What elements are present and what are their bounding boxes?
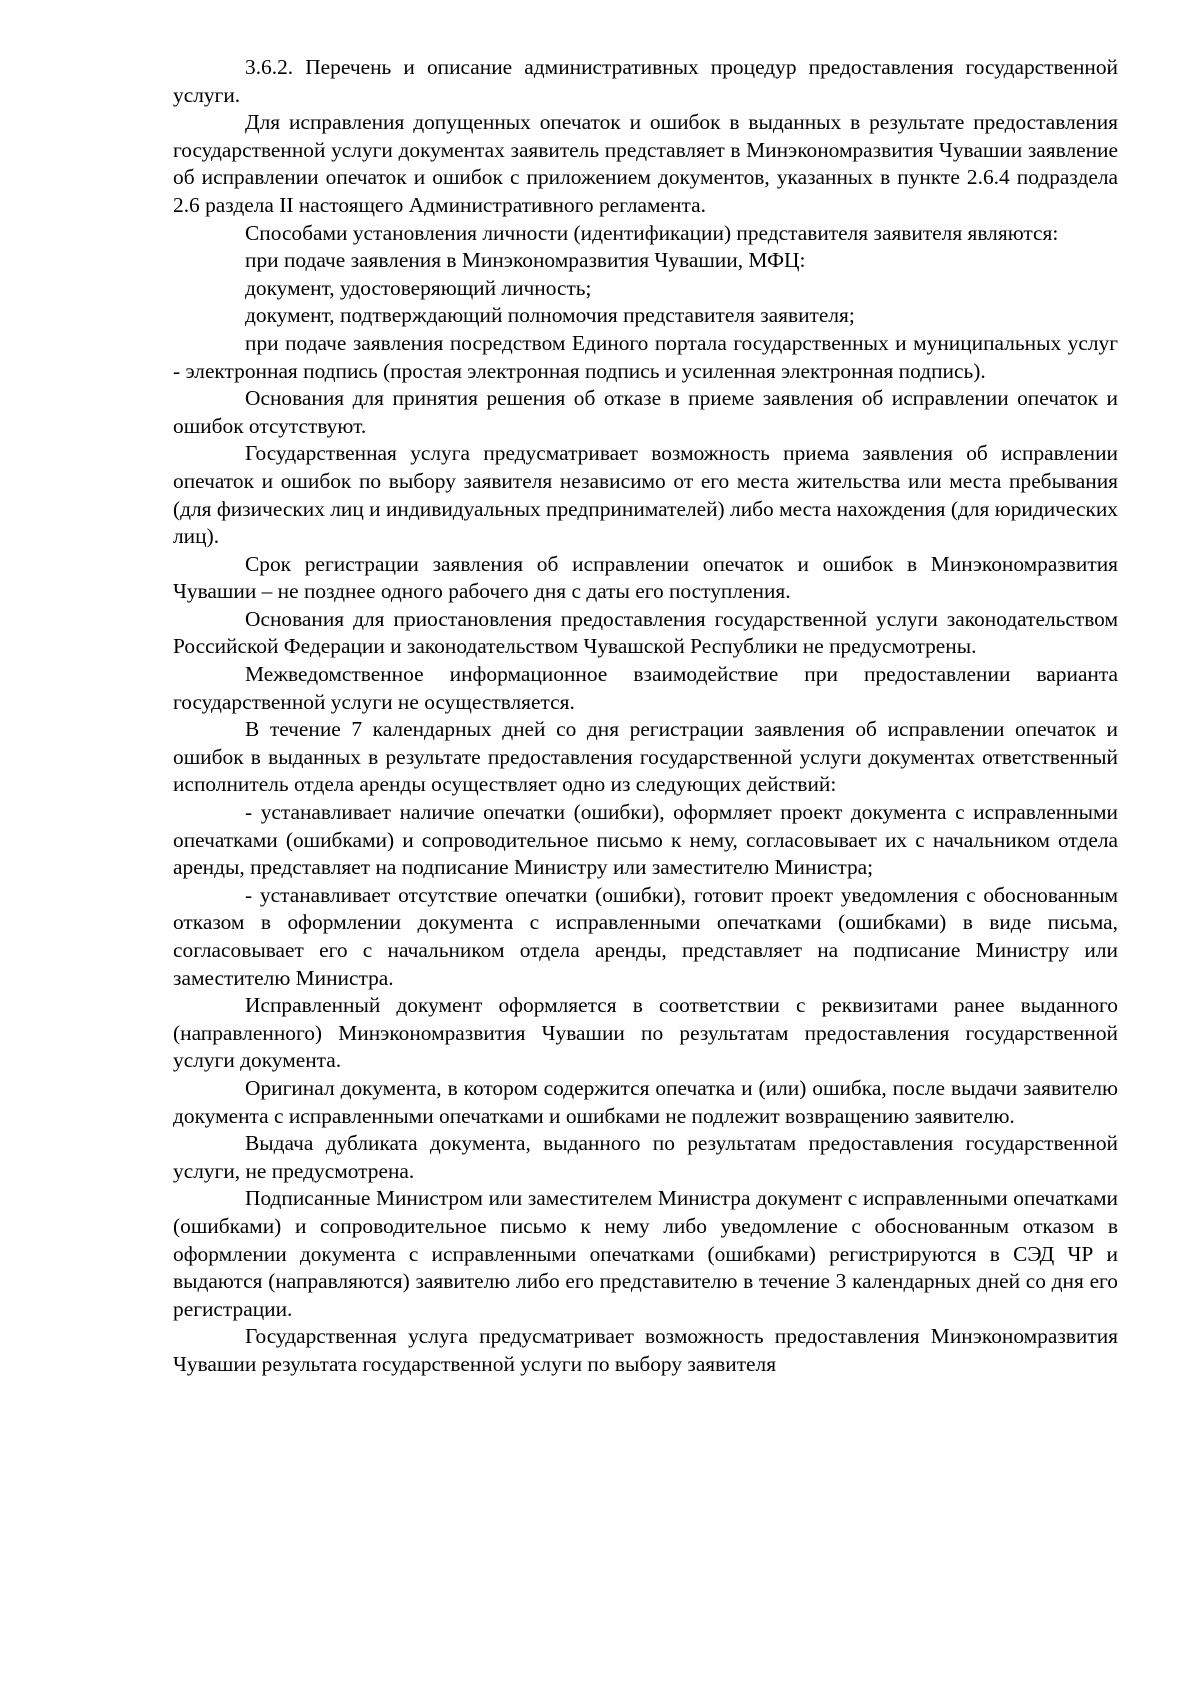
paragraph-suspension-grounds: Основания для приостановления предоставления государственной услуги законодательством Российской Федерации и законодательством Чувашской Республики не предусмотрены. (173, 606, 1118, 659)
paragraph-original-document: Оригинал документа, в котором содержится опечатка и (или) ошибка, после выдачи заявителю документа с исправленными опечатками и ошибками не подлежит возвращению заявителю. (173, 1075, 1118, 1128)
paragraph-result-choice: Государственная услуга предусматривает возможность предоставления Минэкономразвития Чувашии результата государственной услуги по выбору заявителя (173, 1324, 1118, 1376)
paragraph-authority-document: документ, подтверждающий полномочия представителя заявителя; (245, 303, 855, 328)
paragraph-interagency: Межведомственное информационное взаимодействие при предоставлении варианта государственной услуги не осуществляется. (173, 662, 1118, 714)
list-item-error-found: - устанавливает наличие опечатки (ошибки), оформляет проект документа с исправленными опечатками (ошибками) и сопроводительное письмо к нему, согласовывает их с начальником отдела аренды, представляет на подписание Министру или заместителю Министра; (173, 800, 1118, 880)
paragraph-signed-documents: Подписанные Министром или заместителем Министра документ с исправленными опечатками (ошибками) и сопроводительное письмо к нему либо уведомление с обоснованным отказом в оформлении документа с исправленными опечатками (ошибками) регистрируются в СЭД ЧР и выдаются (направляются) заявителю либо его представителю в течение 3 календарных дней со дня его регистрации. (173, 1186, 1118, 1321)
paragraph-duplicate: Выдача дубликата документа, выданного по результатам предоставления государственной услуги, не предусмотрена. (173, 1131, 1118, 1183)
section-heading: 3.6.2. Перечень и описание административных процедур предоставления государственной услуги. (173, 55, 1118, 107)
paragraph-correction-request: Для исправления допущенных опечаток и ошибок в выданных в результате предоставления государственной услуги документах заявитель представляет в Минэкономразвития Чувашии заявление об исправлении опечаток и ошибок с приложением документов, указанных в пункте 2.6.4 подраздела 2.6 раздела II настоящего Административного регламента. (173, 110, 1118, 217)
paragraph-portal-submission: при подаче заявления посредством Единого портала государственных и муниципальных услуг - электронная подпись (простая электронная подпись и усиленная электронная подпись). (173, 330, 1118, 383)
paragraph-corrected-document: Исправленный документ оформляется в соответствии с реквизитами ранее выданного (направленного) Минэкономразвития Чувашии по результатам предоставления государственной услуги документа. (173, 993, 1118, 1073)
paragraph-in-person-submission: при подаче заявления в Минэкономразвития Чувашии, МФЦ: (245, 248, 806, 273)
document-body (173, 54, 1118, 1379)
paragraph-registration-term: Срок регистрации заявления об исправлении опечаток и ошибок в Минэкономразвития Чувашии – не позднее одного рабочего дня с даты его поступления. (173, 551, 1118, 604)
paragraph-processing-term: В течение 7 календарных дней со дня регистрации заявления об исправлении опечаток и ошибок в выданных в результате предоставления государственной услуги документах ответственный исполнитель отдела аренды осуществляет одно из следующих действий: (173, 717, 1118, 797)
paragraph-identity-document: документ, удостоверяющий личность; (245, 275, 592, 300)
paragraph-extraterritorial: Государственная услуга предусматривает возможность приема заявления об исправлении опечаток и ошибок по выбору заявителя независимо от его места жительства или места пребывания (для физических лиц и индивидуальных предпринимателей) либо места нахождения (для юридических лиц). (173, 441, 1118, 549)
paragraph-identification-methods: Способами установления личности (идентификации) представителя заявителя являются: (245, 220, 1059, 245)
paragraph-refusal-grounds: Основания для принятия решения об отказе в приеме заявления об исправлении опечаток и ошибок отсутствуют. (173, 386, 1118, 438)
list-item-error-absent: - устанавливает отсутствие опечатки (ошибки), готовит проект уведомления с обоснованным отказом в оформлении документа с исправленными опечатками (ошибками) в виде письма, согласовывает его с начальником отдела аренды, представляет на подписание Министру или заместителю Министра. (173, 882, 1118, 990)
